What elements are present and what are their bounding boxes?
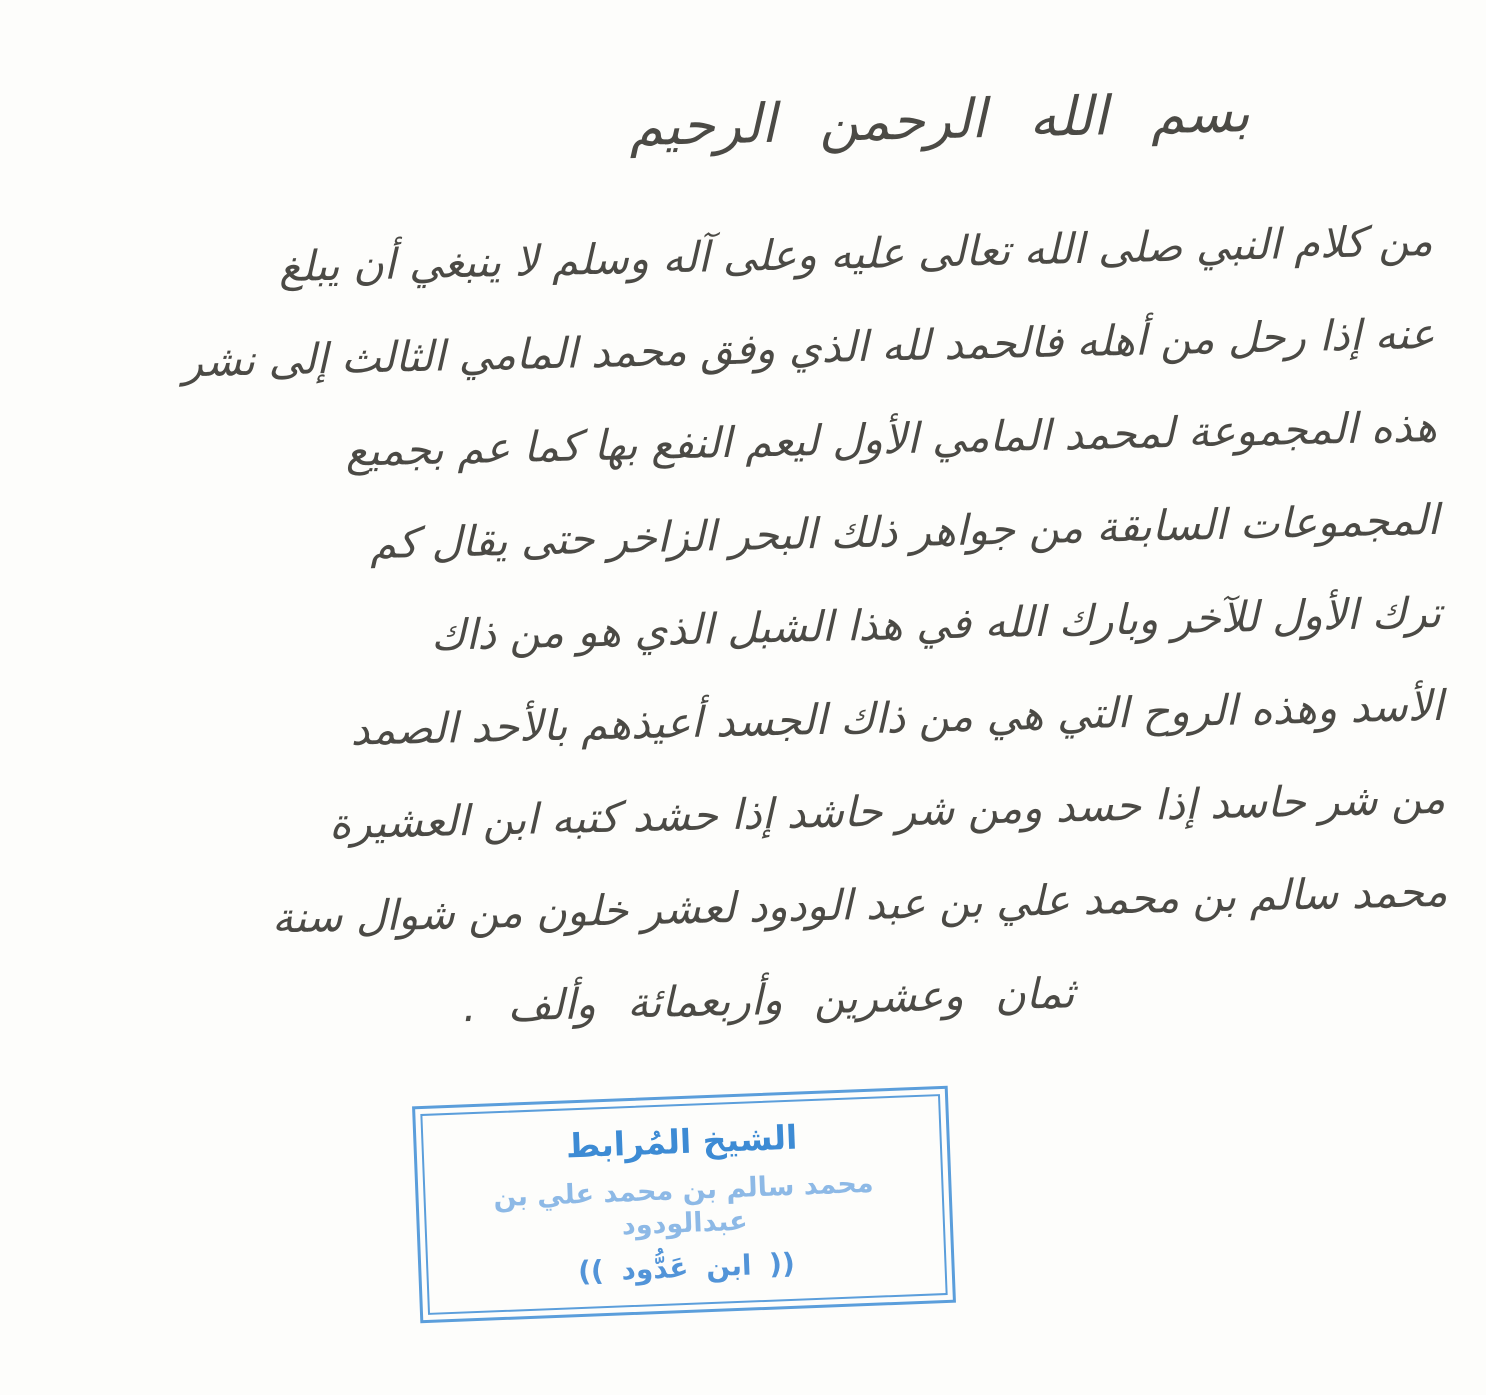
ink-stamp	[412, 1086, 956, 1323]
text-line-6: الأسد وهذه الروح التي هي من ذاك الجسد أعيذهم بالأحد الصمد	[350, 680, 1444, 755]
text-line-2: عنه إذا رحل من أهله فالحمد لله الذي وفق محمد المامي الثالث إلى نشر	[182, 308, 1436, 387]
text-line-1: من كلام النبي صلى الله تعالى عليه وعلى آله وسلم لا ينبغي أن يبلغ	[278, 215, 1434, 292]
text-line-4: المجموعات السابقة من جواهر ذلك البحر الزاخر حتى يقال كم	[369, 494, 1440, 569]
basmala-line: بسم الله الرحمن الرحيم	[628, 81, 1251, 159]
text-line-closing: ثمان وعشرين وأربعمائة وألف .	[462, 968, 1076, 1032]
stamp-title: الشيخ المُرابط	[565, 1117, 798, 1166]
stamp-nickname: (( ابن عَدُّود ))	[577, 1246, 796, 1289]
handwritten-text-block	[66, 34, 1450, 1062]
text-line-8: محمد سالم بن محمد علي بن عبد الودود لعشر خلون من شوال سنة	[271, 866, 1449, 943]
ink-stamp-inner-border	[420, 1094, 947, 1315]
text-line-7: من شر حاسد إذا حسد ومن شر حاشد إذا حشد كتبه ابن العشيرة	[328, 773, 1446, 849]
stamp-name: محمد سالم بن محمد علي بن عبدالودود	[492, 1167, 875, 1242]
text-line-3: هذه المجموعة لمحمد المامي الأول ليعم النفع بها كما عم بجميع	[345, 401, 1438, 476]
text-line-5: ترك الأول للآخر وبارك الله في هذا الشبل الذي هو من ذاك	[430, 587, 1442, 660]
